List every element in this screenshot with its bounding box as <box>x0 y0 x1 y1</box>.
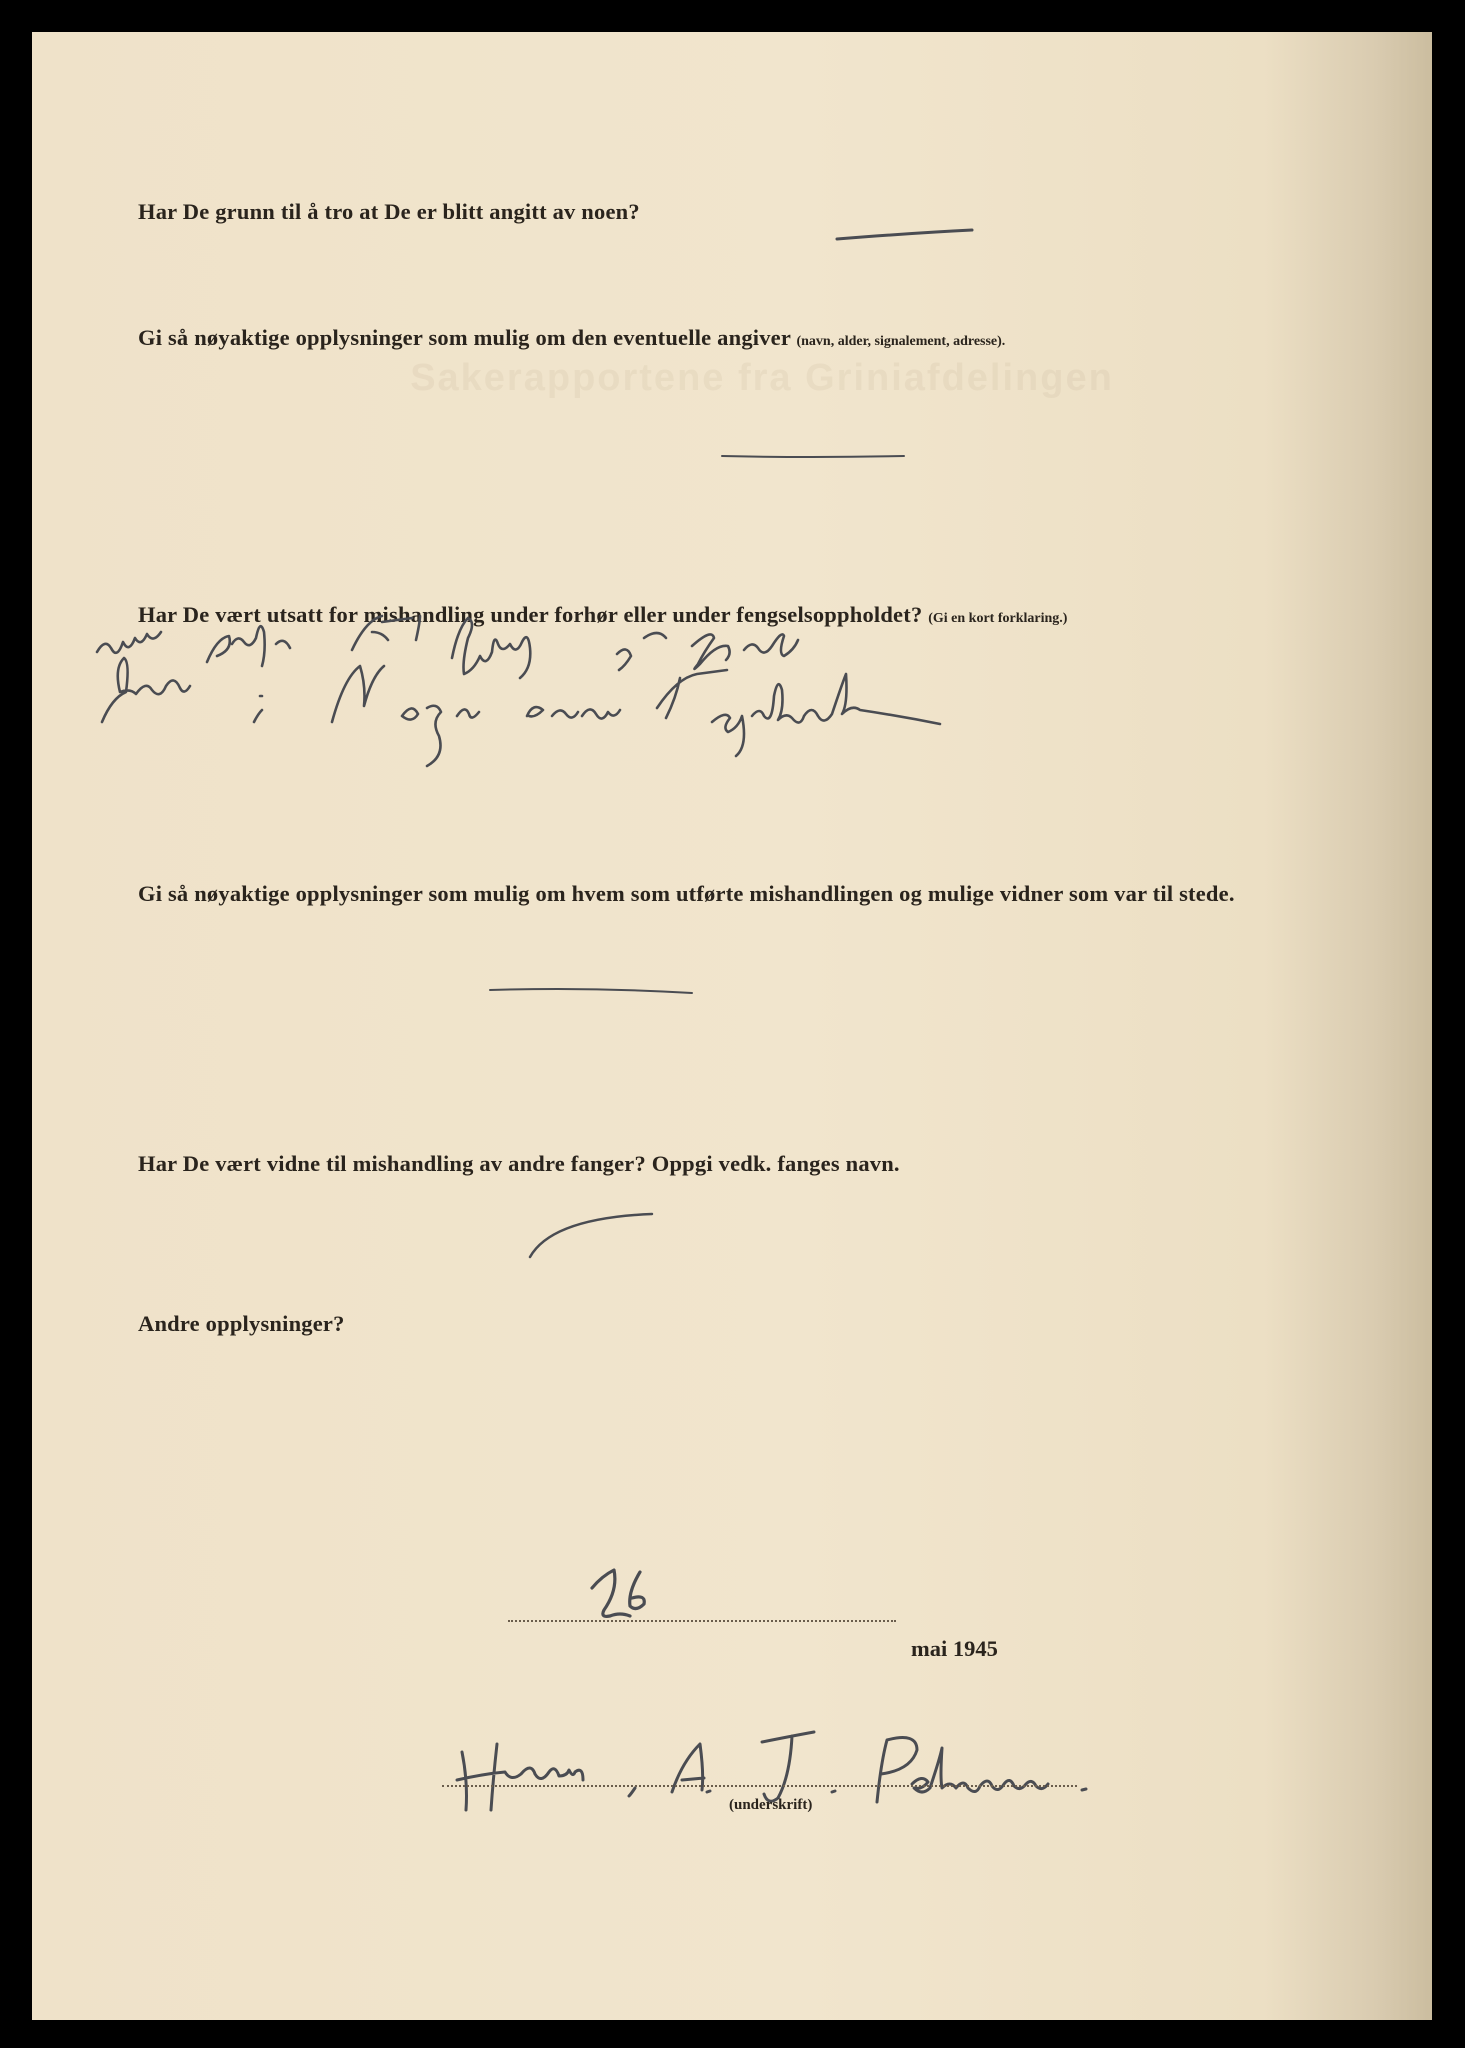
dash-answer-q2 <box>722 456 904 457</box>
signature-dotted-line <box>442 1785 1077 1787</box>
handwriting-layer <box>32 32 1432 2020</box>
question-perpetrators-witnesses: Gi så nøyaktige opplysninger som mulig om hvem som utførte mishandlingen og mulige vidner som var til stede. <box>138 881 1235 906</box>
bleed-through-text: Sakerapportene fra Griniafdelingen <box>410 357 1114 399</box>
document-page <box>32 32 1432 2020</box>
question-informer-main: Gi så nøyaktige opplysninger som mulig om den eventuelle angiver <box>138 325 791 350</box>
question-informer-note: (navn, alder, signalement, adresse). <box>796 334 1006 349</box>
question-mistreatment-main: Har De vært utsatt for mishandling under forhør eller under fengselsoppholdet? <box>138 602 923 627</box>
dash-answer-q5 <box>530 1214 652 1257</box>
date-month-year: mai 1945 <box>911 1636 998 1661</box>
handwritten-answer-line-2 <box>102 658 940 766</box>
date-dotted-line <box>508 1620 896 1622</box>
question-other-information: Andre opplysninger? <box>138 1311 345 1336</box>
signature-label: (underskrift) <box>729 1797 813 1813</box>
question-witnessed-others: Har De vært vidne til mishandling av andre fanger? Oppgi vedk. fanges navn. <box>138 1151 900 1176</box>
question-denounced: Har De grunn til å tro at De er blitt angitt av noen? <box>138 199 640 224</box>
handwritten-answer-line-1 <box>97 616 798 678</box>
dash-answer-q1 <box>837 230 972 239</box>
dash-answer-q4 <box>490 989 692 993</box>
question-mistreatment-note: (Gi en kort forklaring.) <box>928 611 1068 626</box>
handwritten-day <box>592 1570 644 1616</box>
